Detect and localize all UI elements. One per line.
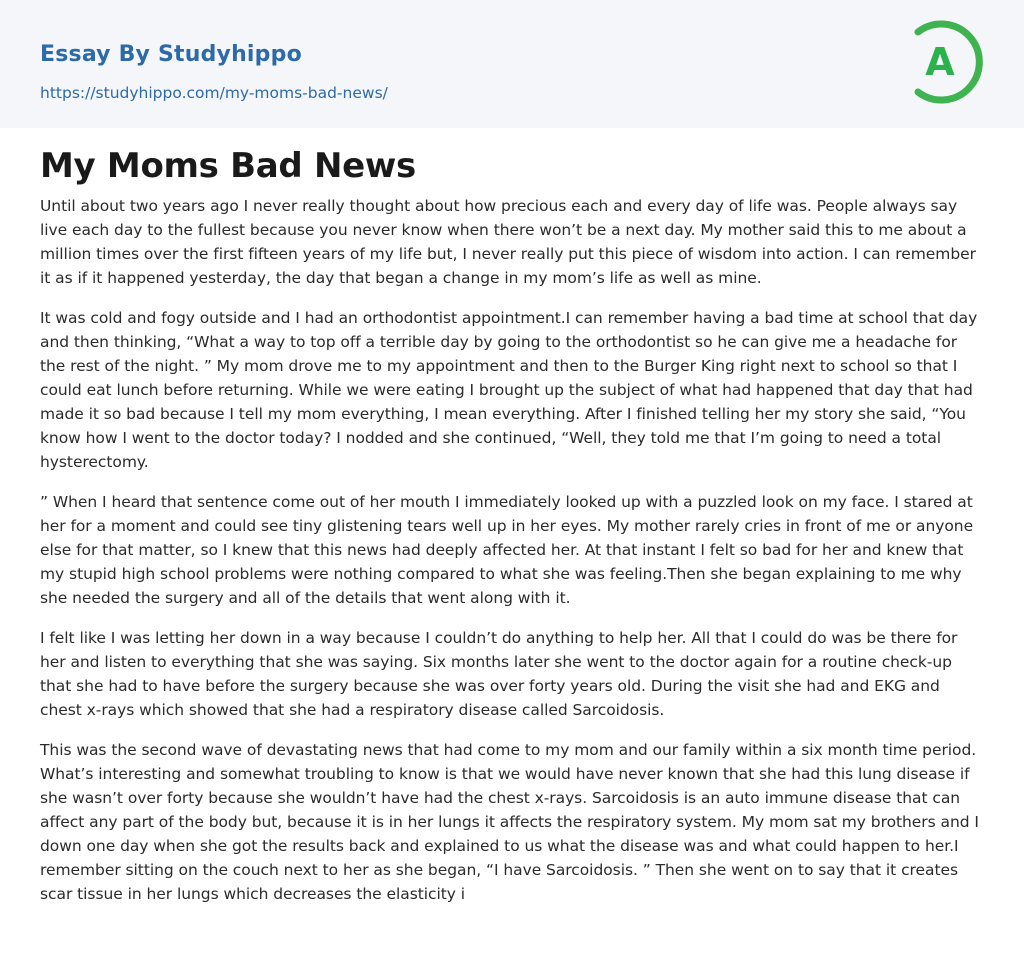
essay-url-link[interactable]: https://studyhippo.com/my-moms-bad-news/ [40,84,388,102]
essay-paragraph: This was the second wave of devastating news that had come to my mom and our family within a six month time period. What’s interesting and somewhat troubling to know is that we would have never known that she had this lung disease if she wasn’t over forty because she wouldn’t have had the chest x-rays. Sarcoidosis is an auto immune disease that can affect any part of the body but, because it is in her lungs it affects the respiratory system. My mom sat my brothers and I down one day when she got the results back and explained to us what the disease was and what could happen to her.I remember sitting on the couch next to her as she began, “I have Sarcoidosis. ” Then she went on to say that it creates scar tissue in her lungs which decreases the elasticity i [40,741,979,903]
essay-paragraph: Until about two years ago I never really thought about how precious each and every day of life was. People always say live each day to the fullest because you never know when there won’t be a next day. My mother said this to me about a million times over the first fifteen years of my life but, I never really put this piece of wisdom into action. I can remember it as if it happened yesterday, the day that began a change in my mom’s life as well as mine. [40,197,976,287]
logo-letter: A [925,40,955,84]
site-brand[interactable]: Essay By Studyhippo [40,42,302,67]
essay-paragraph: ” When I heard that sentence come out of her mouth I immediately looked up with a puzzled look on my face. I stared at her for a moment and could see tiny glistening tears well up in her eyes. My mother rarely cries in front of me or anyone else for that matter, so I knew that this news had deeply affected her. At that instant I felt so bad for her and knew that my stupid high school problems were nothing compared to what she was feeling.Then she began explaining to me why she needed the surgery and all of the details that went along with it. [40,493,974,607]
essay-paragraph: It was cold and fogy outside and I had an orthodontist appointment.I can remember having a bad time at school that day and then thinking, “What a way to top off a terrible day by going to the orthodontist so he can give me a headache for the rest of the night. ” My mom drove me to my appointment and then to the Burger King right next to school so that I could eat lunch before returning. While we were eating I brought up the subject of what had happened that day that had made it so bad because I tell my mom everything, I mean everything. After I finished telling her my story she said, “You know how I went to the doctor today? I nodded and she continued, “Well, they told me that I’m going to need a total hysterectomy. [40,309,978,471]
essay-title: My Moms Bad News [40,146,416,186]
site-header [0,0,1024,128]
essay-paragraph: I felt like I was letting her down in a way because I couldn’t do anything to help her. All that I could do was be there for her and listen to everything that she was saying. Six months later she went to the doctor again for a routine check-up that she had to have before the surgery because she was over forty years old. During the visit she had and EKG and chest x-rays which showed that she had a respiratory disease called Sarcoidosis. [40,629,958,719]
studyhippo-logo-icon[interactable] [910,18,986,106]
essay-body [40,194,984,922]
